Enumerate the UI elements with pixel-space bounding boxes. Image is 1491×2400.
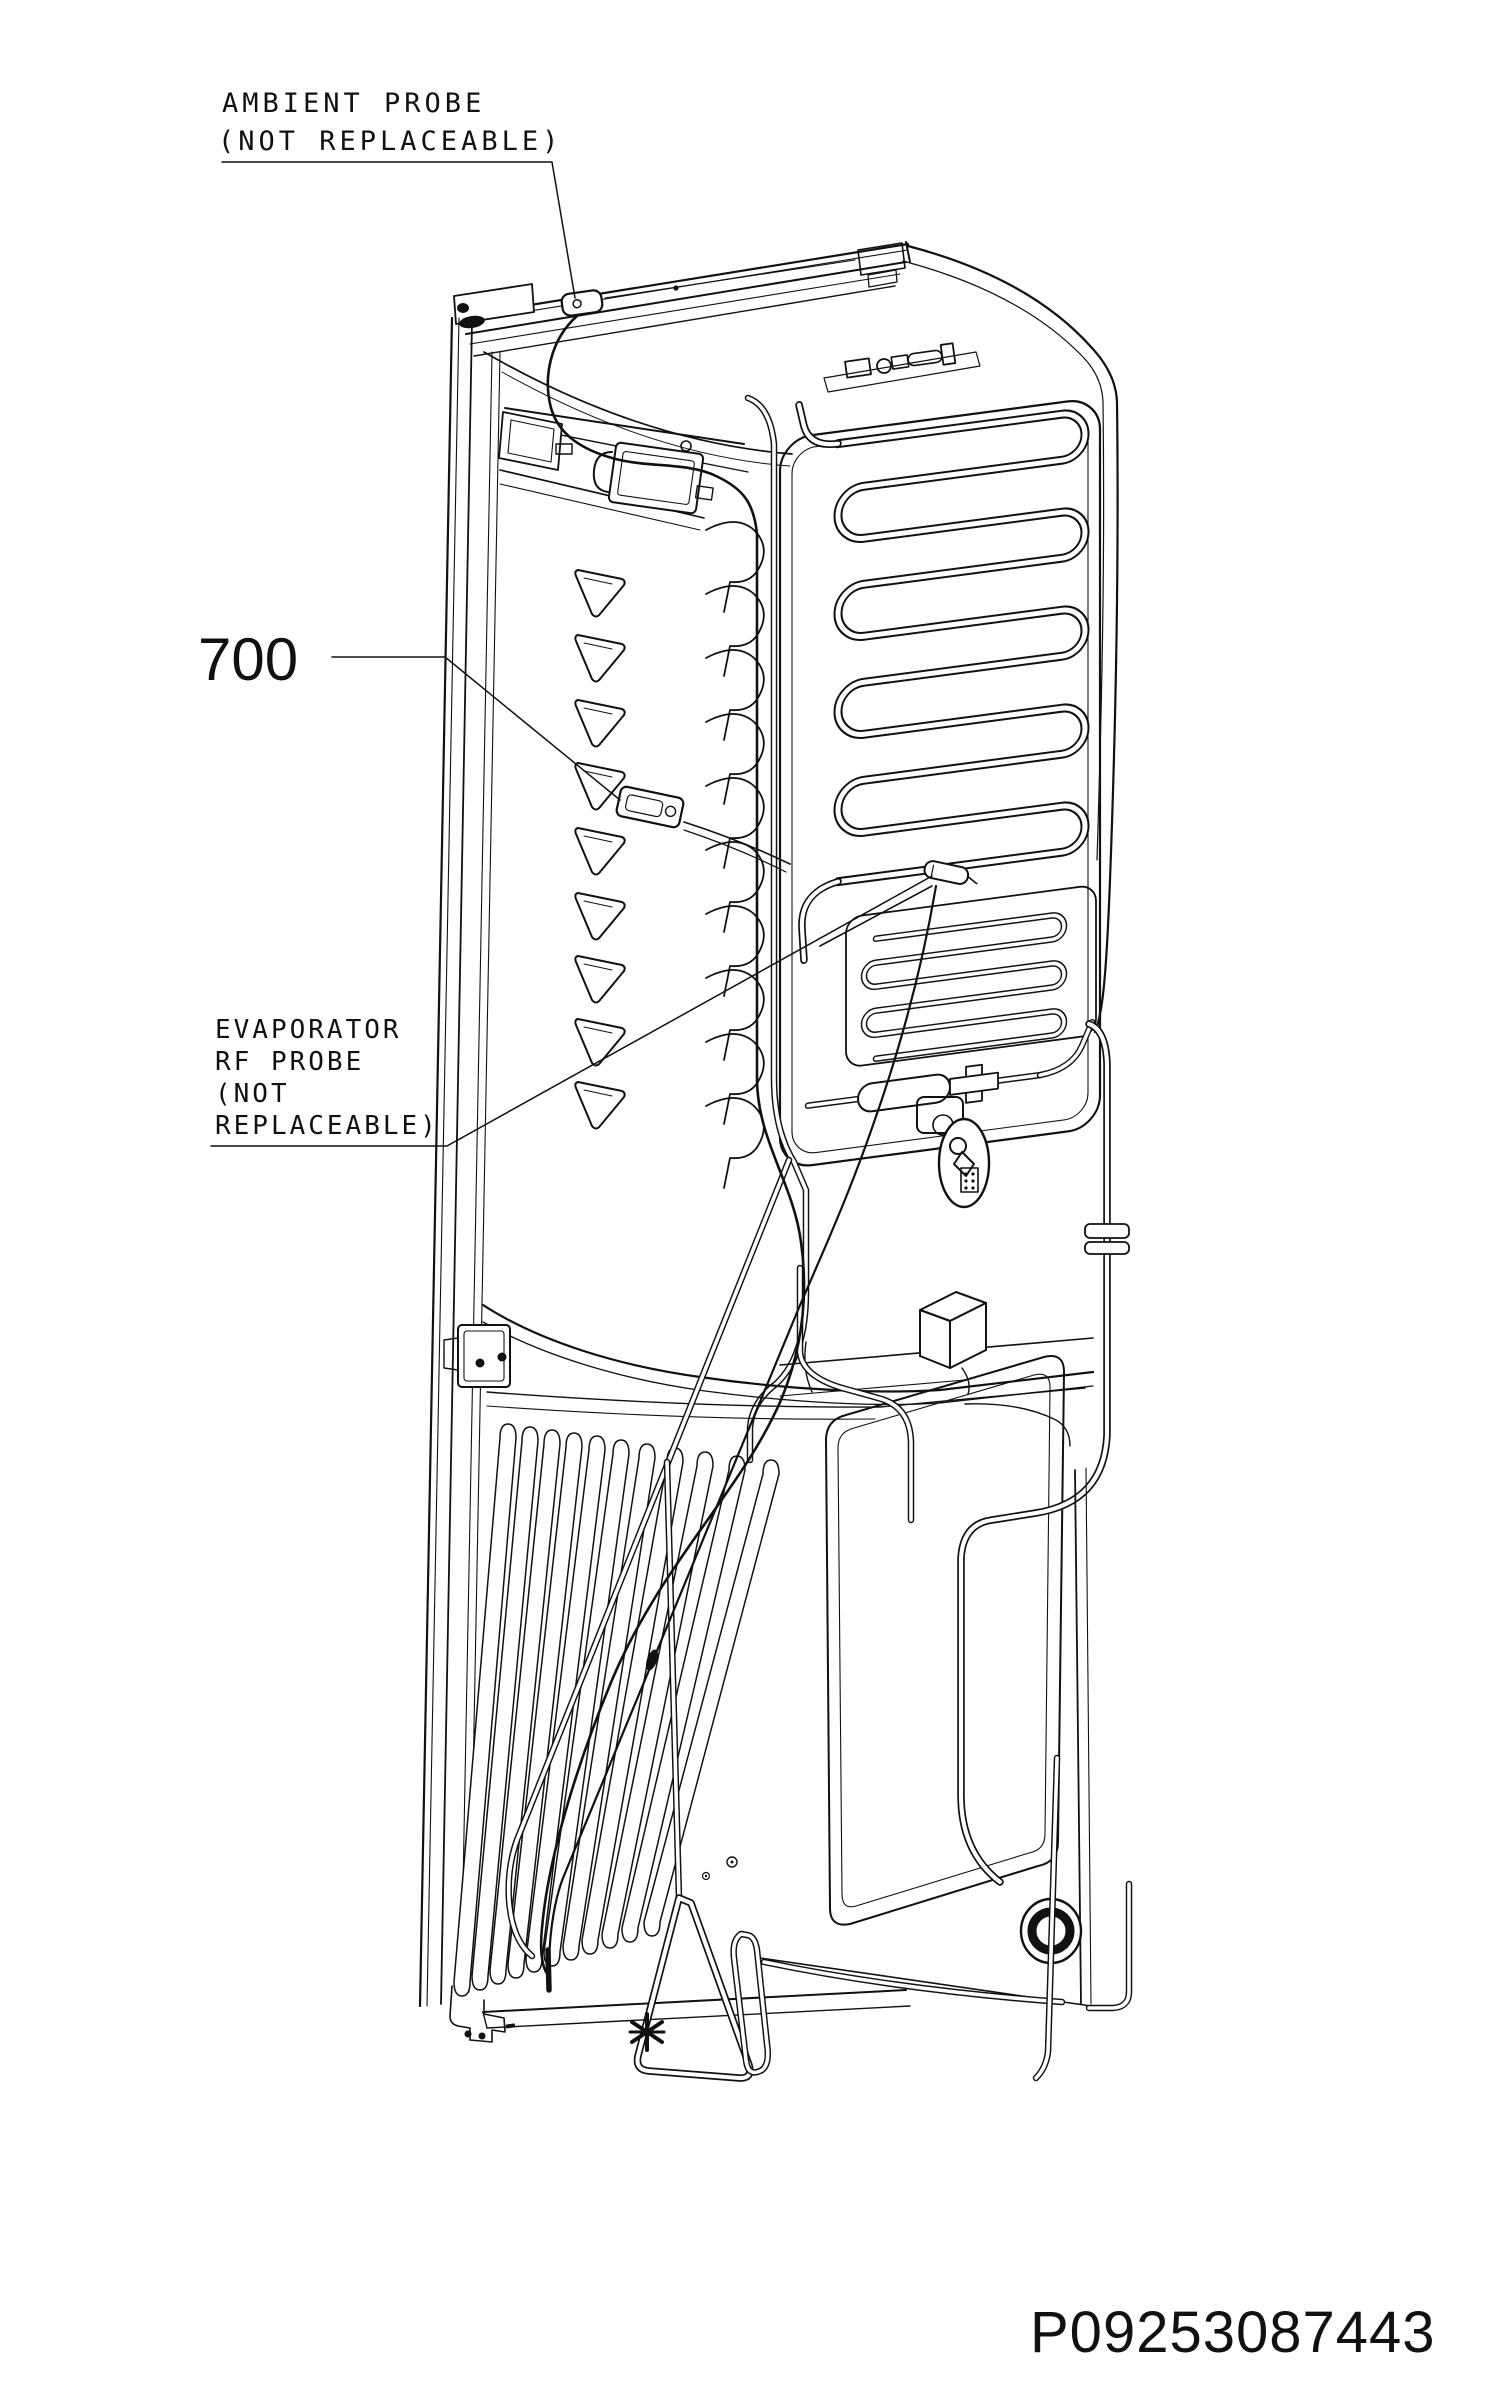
- thermostat-bracket: [499, 408, 748, 530]
- ambient-probe-leader: [222, 162, 575, 298]
- condenser-outlet-stub: [802, 882, 838, 961]
- dimple-triangle: [575, 635, 624, 682]
- bracket-screw: [681, 441, 691, 451]
- item-700-label: 700: [198, 626, 299, 693]
- condenser-serpentine: [838, 411, 1085, 882]
- dimple-triangle: [575, 700, 624, 747]
- evaporator-probe-label-line1: EVAPORATOR: [215, 1015, 402, 1045]
- freezer-feed-tube: [800, 1268, 911, 1520]
- ambient-probe-label-line1: AMBIENT PROBE: [222, 88, 486, 119]
- rail-screw-hole: [673, 285, 678, 290]
- junction-box: [920, 1292, 986, 1394]
- freezer-back-panel: [703, 1356, 1065, 1925]
- ambient-probe-clip: [561, 289, 604, 316]
- rail-harness-wire: [605, 260, 855, 298]
- freezer-evaporator-fins: [454, 1424, 779, 1996]
- probe-tip: [548, 1950, 549, 1990]
- top-hinge-rail: [454, 242, 910, 356]
- evaporator-probe-label-line4: REPLACEABLE): [215, 1111, 439, 1141]
- top-valve-fittings: [824, 343, 980, 392]
- dimple-triangle: [575, 956, 624, 1003]
- part-number: P09253087443: [1030, 2300, 1436, 2365]
- hinge-bolt: [498, 1353, 507, 1362]
- l-shaped-tube: [1089, 1884, 1129, 2008]
- evaporator-probe-label-line3: (NOT: [215, 1079, 290, 1109]
- item-700-bracket: [616, 786, 790, 872]
- dimple-triangle: [575, 828, 624, 875]
- liner-ribs: [706, 522, 764, 1188]
- condenser-panel: [780, 365, 1100, 1169]
- badge-oval: [917, 1097, 989, 1207]
- item-700-leader: [332, 657, 620, 800]
- dimple-triangle: [575, 570, 624, 617]
- ambient-probe-label-line2: (NOT REPLACEABLE): [218, 126, 563, 157]
- evaporator-probe-label-line2: RF PROBE: [215, 1047, 365, 1077]
- callout-text: [198, 88, 1436, 2365]
- dimple-triangle: [575, 893, 624, 940]
- side-wall-dimples: [575, 570, 624, 1129]
- dimple-triangle: [575, 1082, 624, 1129]
- top-hinge-block: [454, 284, 534, 330]
- dimple-triangle: [575, 1019, 624, 1066]
- filter-drier: [858, 1073, 950, 1113]
- hinge-bolt: [476, 1359, 485, 1368]
